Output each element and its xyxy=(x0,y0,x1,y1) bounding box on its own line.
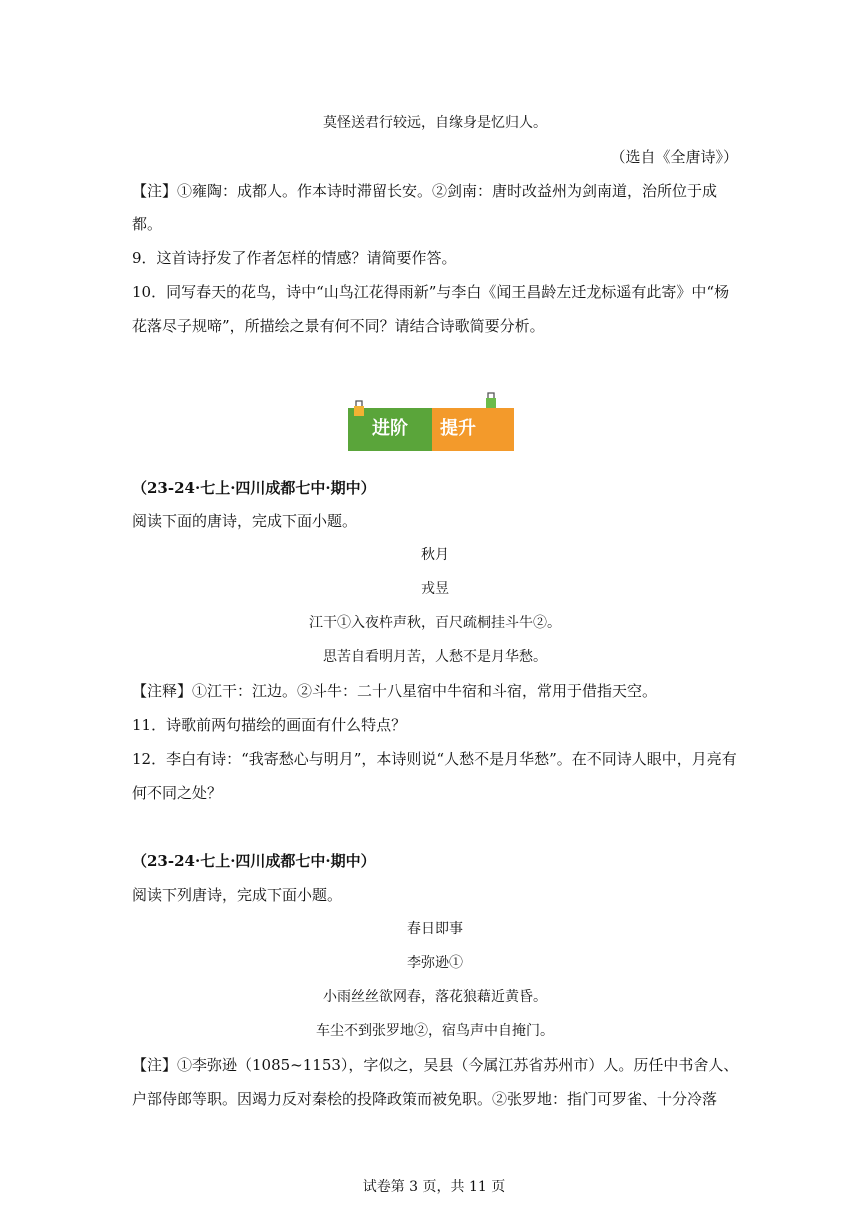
poem-line: 小雨丝丝欲网春，落花狼藉近黄昏。 xyxy=(323,989,547,1005)
poem-author: 戎昱 xyxy=(421,581,449,597)
poem-line: 莫怪送君行较远，自缘身是忆归人。 xyxy=(323,115,547,131)
question-10: 花落尽子规啼”，所描绘之景有何不同？请结合诗歌简要分析。 xyxy=(132,317,545,335)
poem-line: 车尘不到张罗地②，宿鸟声中自掩门。 xyxy=(316,1023,554,1039)
poem-title: 秋月 xyxy=(421,547,449,563)
page-footer: 试卷第 3 页，共 11 页 xyxy=(362,1179,506,1195)
note: 【注释】①江干：江边。②斗牛：二十八星宿中牛宿和斗宿，常用于借指天空。 xyxy=(132,682,658,700)
poem-source: （选自《全唐诗》） xyxy=(610,148,738,166)
section-header: （23-24·七上·四川成都七中·期中） xyxy=(132,479,376,497)
instruction: 阅读下列唐诗，完成下面小题。 xyxy=(132,886,343,904)
question-9: 9．这首诗抒发了作者怎样的情感？请简要作答。 xyxy=(132,249,457,267)
badge-label-left: 进阶 xyxy=(372,418,408,439)
section-badge xyxy=(348,400,514,452)
instruction: 阅读下面的唐诗，完成下面小题。 xyxy=(132,512,358,530)
note: 户部侍郎等职。因竭力反对秦桧的投降政策而被免职。②张罗地：指门可罗雀、十分冷落 xyxy=(132,1090,718,1108)
note: 【注】①李弥逊（1085~1153），字似之，吴县（今属江苏省苏州市）人。历任中书舍人、 xyxy=(132,1056,739,1074)
poem-line: 思苦自看明月苦，人愁不是月华愁。 xyxy=(323,649,547,665)
poem-author: 李弥逊① xyxy=(407,955,463,971)
question-12: 12．李白有诗：“我寄愁心与明月”，本诗则说“人愁不是月华愁”。在不同诗人眼中，月亮有 xyxy=(132,750,737,768)
poem-title: 春日即事 xyxy=(407,921,463,937)
question-11: 11．诗歌前两句描绘的画面有什么特点？ xyxy=(132,716,407,734)
question-10: 10．同写春天的花鸟，诗中“山鸟江花得雨新”与李白《闻王昌龄左迁龙标遥有此寄》中“杨 xyxy=(132,283,730,301)
poem-line: 江干①入夜杵声秋，百尺疏桐挂斗牛②。 xyxy=(309,615,561,631)
section-header: （23-24·七上·四川成都七中·期中） xyxy=(132,852,376,870)
note: 都。 xyxy=(132,215,163,233)
note: 【注】①雍陶：成都人。作本诗时滞留长安。②剑南：唐时改益州为剑南道，治所位于成 xyxy=(132,182,718,200)
badge-label-right: 提升 xyxy=(440,418,476,439)
binder-clip-icon xyxy=(484,392,498,408)
binder-clip-icon xyxy=(352,400,366,416)
question-12: 何不同之处？ xyxy=(132,784,223,802)
